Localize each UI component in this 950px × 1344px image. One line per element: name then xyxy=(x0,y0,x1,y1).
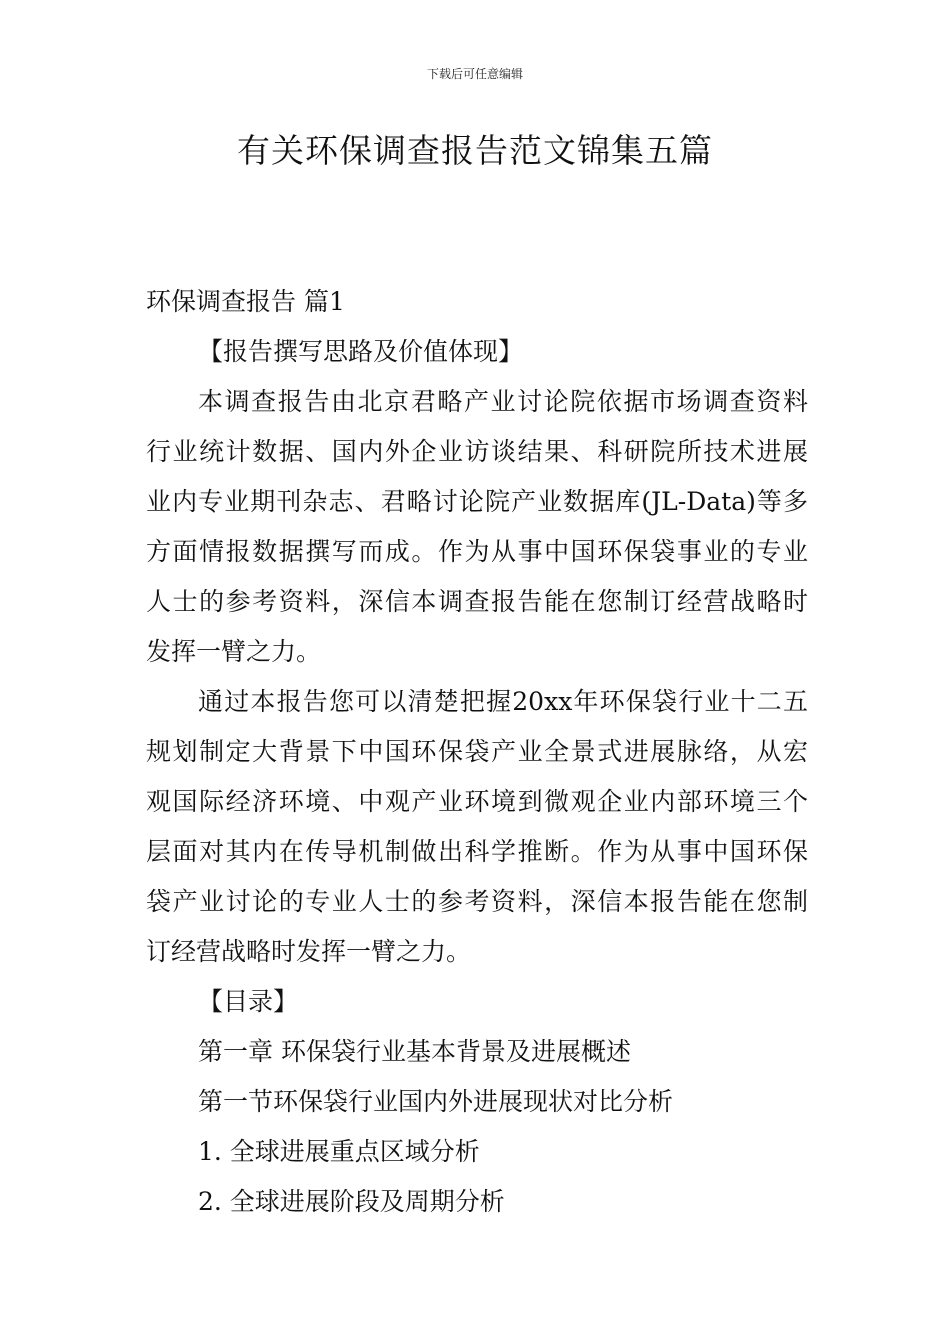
paragraph-2 xyxy=(146,677,808,977)
document-body xyxy=(146,277,808,1227)
paragraph-line: 层面对其内在传导机制做出科学推断。作为从事中国环保 xyxy=(146,837,808,866)
paragraph-line: 发挥一臂之力。 xyxy=(146,637,322,666)
paragraph-line: 业内专业期刊杂志、君略讨论院产业数据库(JL-Data)等多 xyxy=(146,487,808,516)
toc-item: 第一节环保袋行业国内外进展现状对比分析 xyxy=(198,1087,674,1116)
paragraph-line: 规划制定大背景下中国环保袋产业全景式进展脉络，从宏 xyxy=(146,737,808,766)
paragraph-1 xyxy=(146,377,808,677)
paragraph-line: 袋产业讨论的专业人士的参考资料，深信本报告能在您制 xyxy=(146,887,808,916)
toc-item: 2. 全球进展阶段及周期分析 xyxy=(198,1187,505,1216)
paragraph-line: 观国际经济环境、中观产业环境到微观企业内部环境三个 xyxy=(146,787,808,816)
paragraph-line: 通过本报告您可以清楚把握20xx年环保袋行业十二五 xyxy=(198,687,808,716)
report-approach-heading: 【报告撰写思路及价值体现】 xyxy=(198,337,524,366)
paragraph-line: 方面情报数据撰写而成。作为从事中国环保袋事业的专业 xyxy=(146,537,808,566)
table-of-contents xyxy=(146,1027,808,1227)
toc-item: 第一章 环保袋行业基本背景及进展概述 xyxy=(198,1037,631,1066)
paragraph-line: 行业统计数据、国内外企业访谈结果、科研院所技术进展 xyxy=(146,437,808,466)
paragraph-line: 人士的参考资料，深信本调查报告能在您制订经营战略时 xyxy=(146,587,808,616)
toc-heading: 【目录】 xyxy=(198,987,299,1016)
document-title: 有关环保调查报告范文锦集五篇 xyxy=(237,131,713,170)
toc-item: 1. 全球进展重点区域分析 xyxy=(198,1137,480,1166)
paragraph-line: 订经营战略时发挥一臂之力。 xyxy=(146,937,472,966)
section-heading: 环保调查报告 篇1 xyxy=(146,287,345,316)
paragraph-line: 本调查报告由北京君略产业讨论院依据市场调查资料 xyxy=(198,387,808,416)
header-note: 下载后可任意编辑 xyxy=(426,67,523,81)
